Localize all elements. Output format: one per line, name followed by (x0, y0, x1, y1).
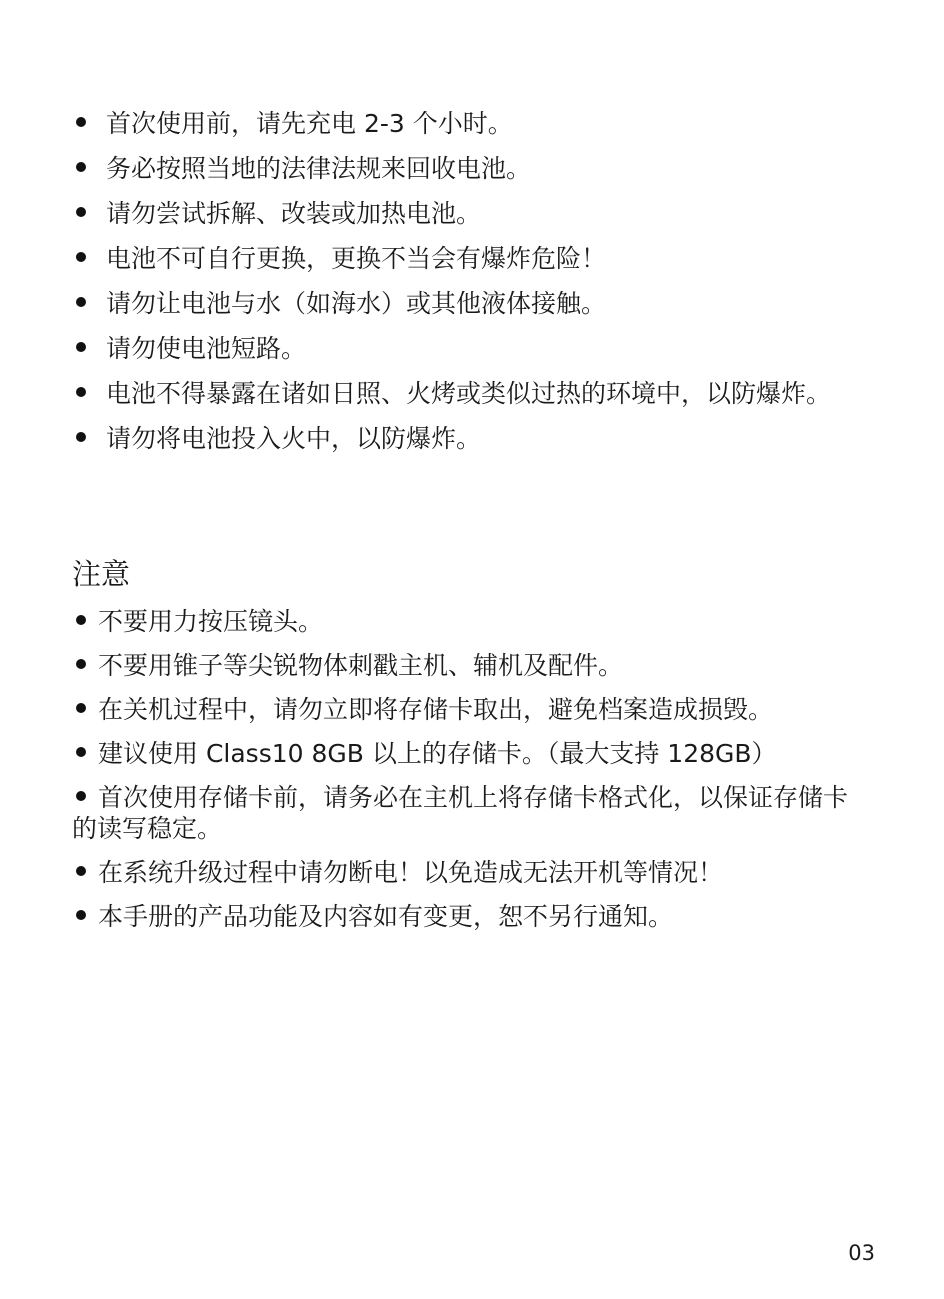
list-item-text: 请勿让电池与水（如海水）或其他液体接触。 (106, 289, 607, 318)
bullet-icon (76, 910, 86, 920)
notice-list (72, 606, 872, 945)
notice-heading: 注意 (72, 557, 131, 591)
list-item-text: 电池不得暴露在诸如日照、火烤或类似过热的环境中，以防爆炸。 (106, 379, 832, 408)
list-item (72, 378, 872, 409)
list-item-text: 不要用锥子等尖锐物体刺戳主机、辅机及配件。 (98, 651, 624, 680)
bullet-icon (76, 703, 86, 713)
list-item-text: 建议使用 Class10 8GB 以上的存储卡。（最大支持 128GB） (98, 739, 777, 768)
list-item-text: 在关机过程中，请勿立即将存储卡取出，避免档案造成损毁。 (98, 695, 774, 724)
bullet-icon (76, 866, 86, 876)
page-number: 03 (848, 1241, 875, 1265)
bullet-icon (76, 162, 86, 172)
list-item (72, 423, 872, 454)
list-item (72, 333, 872, 364)
list-item (72, 288, 872, 319)
list-item (72, 901, 872, 932)
list-item-text: 务必按照当地的法律法规来回收电池。 (106, 154, 532, 183)
bullet-icon (76, 297, 86, 307)
list-item-text: 请勿尝试拆解、改装或加热电池。 (106, 199, 482, 228)
list-item (72, 694, 872, 725)
list-item (72, 650, 872, 681)
list-item (72, 606, 872, 637)
list-item (72, 857, 872, 888)
list-item (72, 198, 872, 229)
list-item-text: 首次使用前，请先充电 2-3 个小时。 (106, 109, 513, 138)
list-item (72, 153, 872, 184)
bullet-icon (76, 342, 86, 352)
list-item (72, 108, 872, 139)
list-item-text: 本手册的产品功能及内容如有变更，恕不另行通知。 (98, 902, 674, 931)
battery-warnings-list (72, 108, 872, 468)
list-item (72, 243, 872, 274)
bullet-icon (76, 659, 86, 669)
list-item-text: 首次使用存储卡前，请务必在主机上将存储卡格式化，以保证存储卡的读写稳定。 (72, 783, 849, 843)
list-item (72, 738, 872, 769)
list-item-text: 电池不可自行更换，更换不当会有爆炸危险！ (106, 244, 607, 273)
list-item-text: 不要用力按压镜头。 (98, 607, 324, 636)
bullet-icon (76, 117, 86, 127)
list-item (72, 782, 872, 844)
bullet-icon (76, 791, 86, 801)
bullet-icon (76, 207, 86, 217)
bullet-icon (76, 387, 86, 397)
bullet-icon (76, 747, 86, 757)
bullet-icon (76, 615, 86, 625)
list-item-text: 请勿使电池短路。 (106, 334, 307, 363)
bullet-icon (76, 432, 86, 442)
bullet-icon (76, 252, 86, 262)
list-item-text: 请勿将电池投入火中，以防爆炸。 (106, 424, 482, 453)
list-item-text: 在系统升级过程中请勿断电！以免造成无法开机等情况！ (98, 858, 724, 887)
